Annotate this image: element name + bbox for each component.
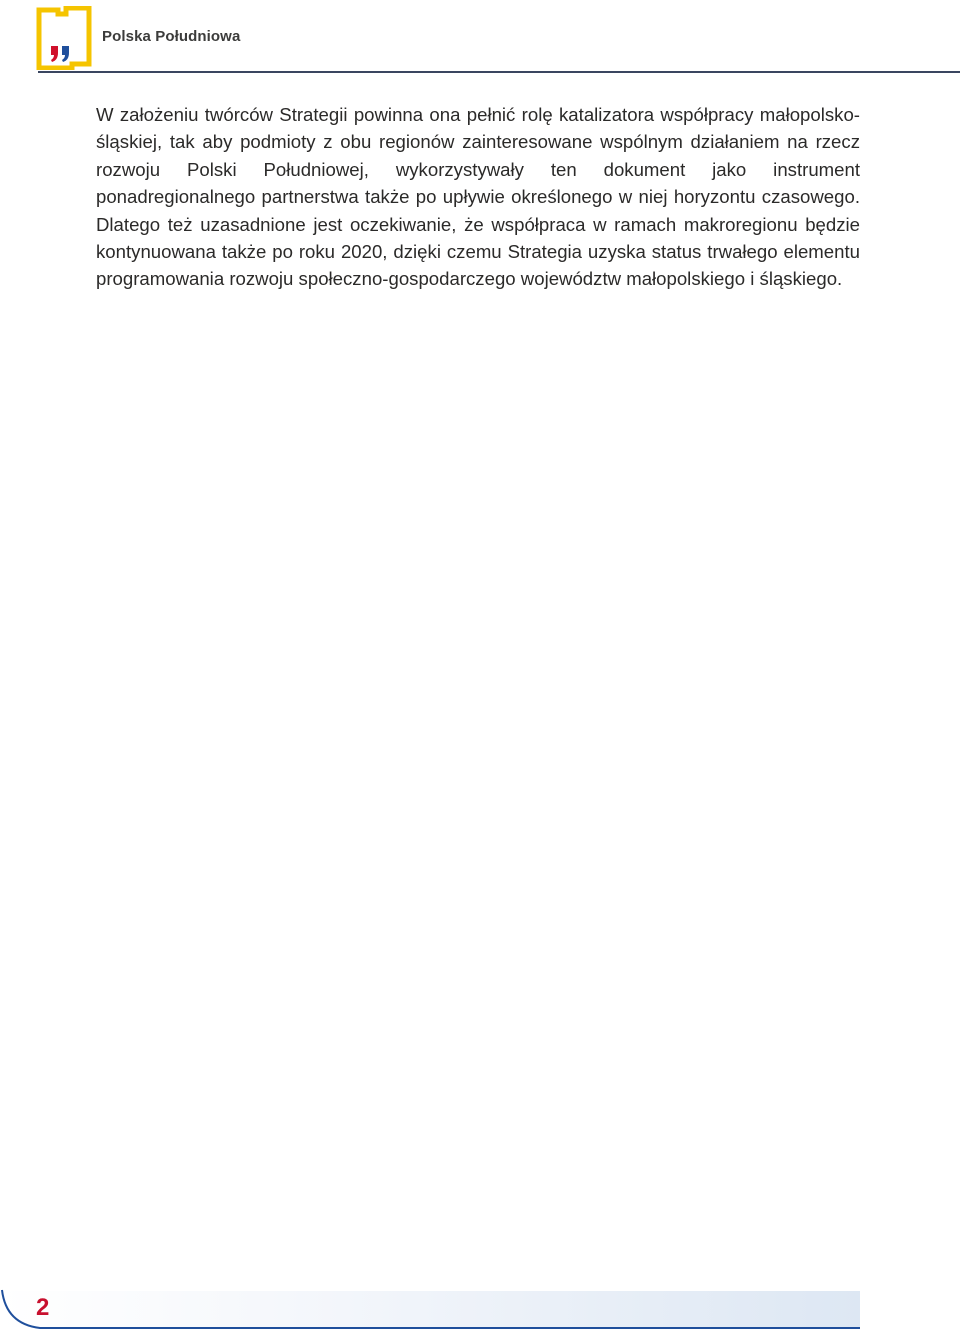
page-footer	[0, 1284, 960, 1331]
page-number: 2	[36, 1294, 50, 1321]
footer-curve-decoration	[0, 1288, 860, 1330]
page-header	[0, 0, 960, 76]
paragraph: W założeniu twórców Strategii powinna ona pełnić rolę katalizatora współpracy małopolsko-śląskiej, tak aby podmioty z obu regionów zainteresowane wspólnym działaniem na rzecz rozwoju Polski Południowej, wykorzystywały ten dokument jako instrument ponadregionalnego partnerstwa także po upływie określonego w niej horyzontu czasowego. Dlatego też uzasadnione jest oczekiwanie, że współpraca w ramach makroregionu będzie kontynuowana także po roku 2020, dzięki czemu Strategia uzyska status trwałego elementu programowania rozwoju społeczno-gospodarczego województw małopolskiego i śląskiego.	[96, 104, 860, 290]
polska-poludniowa-logo-icon	[36, 6, 92, 70]
brand-name: Polska Południowa	[102, 28, 241, 45]
header-divider	[38, 71, 960, 73]
body-text	[96, 101, 860, 293]
